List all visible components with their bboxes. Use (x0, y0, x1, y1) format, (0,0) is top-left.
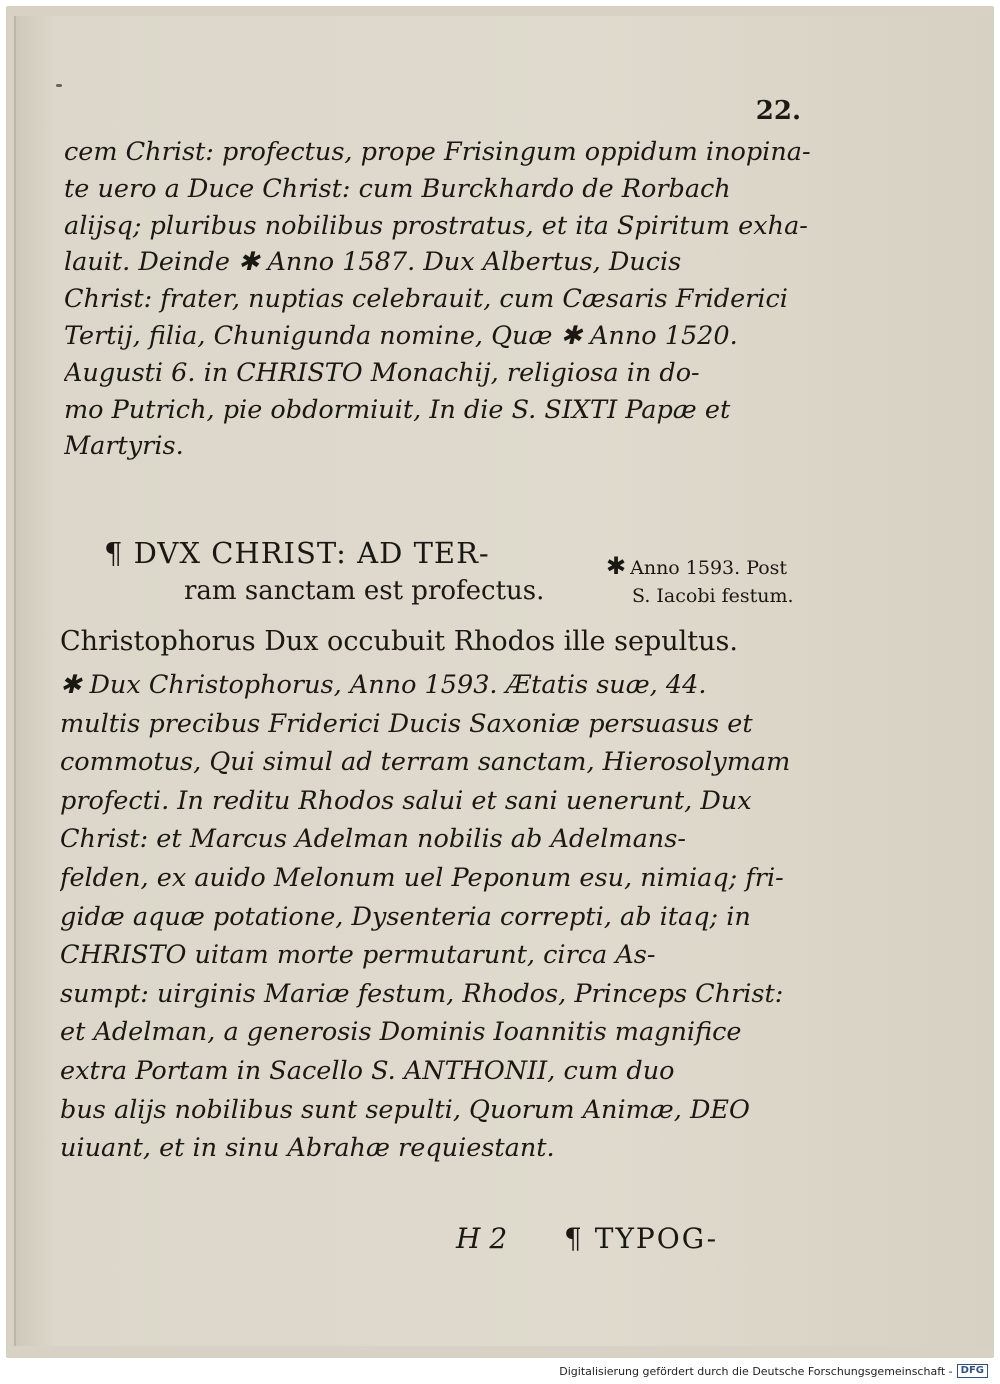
text-line: te uero a Duce Christ: cum Burckhardo de Rorbach (64, 173, 731, 204)
signature-mark: H 2 (456, 1222, 508, 1255)
text-line: ✱ Dux Christophorus, Anno 1593. Ætatis suæ, 44. (60, 670, 707, 700)
ink-mark (56, 84, 62, 87)
second-text-block (60, 666, 836, 1168)
text-line: lauit. Deinde ✱ Anno 1587. Dux Albertus, Ducis (64, 247, 682, 278)
marginal-line-1: Anno 1593. Post (630, 557, 788, 579)
text-line: bus alijs nobilibus sunt sepulti, Quorum Animæ, DEO (60, 1094, 750, 1125)
marginal-line-2: S. Iacobi festum. (632, 585, 794, 607)
text-line: felden, ex auido Melonum uel Peponum esu, nimiaq; fri- (60, 862, 784, 893)
text-line: Augusti 6. in CHRISTO Monachij, religiosa in do- (64, 357, 700, 388)
heading-line-2: ram sanctam est profectus. (184, 576, 545, 606)
verse-line: Christophorus Dux occubuit Rhodos ille sepultus. (60, 626, 738, 657)
main-text-block (64, 134, 834, 465)
text-line: multis precibus Friderici Ducis Saxoniæ persuasus et (60, 708, 753, 739)
text-line: CHRISTO uitam morte permutarunt, circa As- (60, 940, 656, 971)
text-line: Martyris. (64, 431, 184, 462)
marginal-note (606, 552, 794, 610)
text-line: profecti. In reditu Rhodos salui et sani uenerunt, Dux (60, 785, 752, 816)
text-line: extra Portam in Sacello S. ANTHONII, cum duo (60, 1055, 675, 1086)
text-line: gidæ aquæ potatione, Dysenteria correpti, ab itaq; in (60, 901, 751, 932)
text-line: commotus, Qui simul ad terram sanctam, Hierosolymam (60, 747, 791, 778)
text-line: Christ: frater, nuptias celebrauit, cum Cæsaris Friderici (64, 284, 788, 315)
asterisk-icon: ✱ (606, 552, 627, 580)
text-line: Tertij, filia, Chunigunda nomine, Quæ ✱ Anno 1520. (64, 320, 738, 351)
catchword: ¶ TYPOG- (564, 1222, 719, 1255)
text-line: Christ: et Marcus Adelman nobilis ab Adelmans- (60, 824, 686, 855)
scan-page (6, 6, 994, 1358)
folio-number: 22. (755, 96, 801, 126)
text-line: cem Christ: profectus, prope Frisingum oppidum inopina- (64, 137, 811, 167)
footer-credit (559, 1364, 988, 1378)
heading-line-1: ¶ DVX CHRIST: AD TER- (104, 536, 490, 570)
text-line: sumpt: uirginis Mariæ festum, Rhodos, Princeps Christ: (60, 978, 784, 1009)
text-line: mo Putrich, pie obdormiuit, In die S. SIXTI Papæ et (64, 394, 731, 425)
dfg-logo-icon: DFG (957, 1364, 988, 1378)
text-line: et Adelman, a generosis Dominis Ioannitis magnifice (60, 1017, 742, 1048)
section-heading (104, 536, 834, 616)
footer-text: Digitalisierung gefördert durch die Deutsche Forschungsgemeinschaft - (559, 1364, 953, 1378)
text-line: uiuant, et in sinu Abrahæ requiestant. (60, 1133, 555, 1164)
catchword-row (456, 1222, 806, 1255)
text-line: alijsq; pluribus nobilibus prostratus, et ita Spiritum exha- (64, 210, 808, 241)
paper-sheet (14, 16, 991, 1346)
